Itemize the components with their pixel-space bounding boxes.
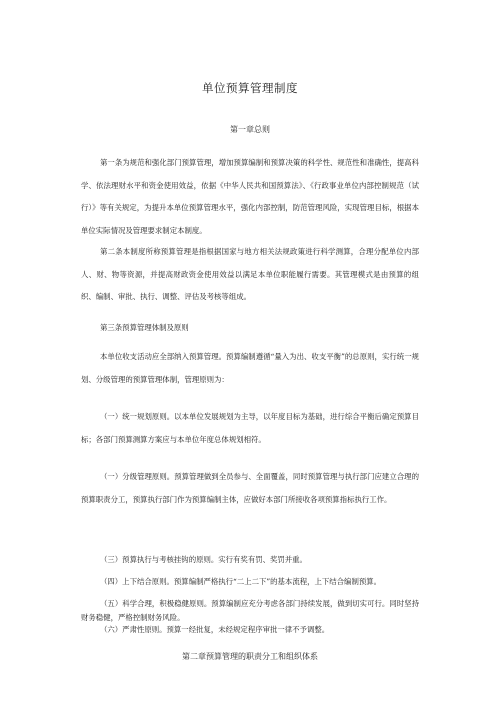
principle-1-paragraph: （一）统一规划原则。以本单位发展规划为主导，以年度目标为基础，进行综合平衡后确定预算目标；各部门预算测算方案应与本单位年度总体规划相符。 xyxy=(81,412,419,444)
document-title: 单位预算管理制度 xyxy=(202,81,298,95)
principle-6-paragraph: （六）严肃性原则。预算一经批复，未经规定程序审批一律不予调整。 xyxy=(100,625,330,634)
chapter-2-heading: 第二章预算管理的职责分工和组织体系 xyxy=(182,652,318,661)
article-2-paragraph: 第二条本制度所称预算管理是指根据国家与地方相关法规政策进行科学测算，合理分配单位内部人、财、物等资源，并提高财政资金使用效益以满足本单位职能履行需要。其管理模式是由预算的组织、编制、审批、执行、调整、评估及考核等组成。 xyxy=(81,247,419,302)
article-1-paragraph: 第一条为规范和强化部门预算管理，增加预算编制和预算决策的科学性、规范性和准确性，提高科学、依法理财水平和资金使用效益，依据《中华人民共和国预算法》、《行政事业单位内部控制规范（试行）》等有关规定，为提升本单位预算管理水平，强化内部控制，防范管理风险，实现管理目标，根据本单位实际情况及管理要求制定本制度。 xyxy=(81,158,419,235)
article-3-heading: 第三条预算管理体制及原则 xyxy=(100,323,189,332)
principle-2-paragraph: （一）分级管理原则。预算管理做到全员参与、全面覆盖，同时预算管理与执行部门应建立合理的预算职责分工，预算执行部门作为预算编制主体，应做好本部门所接收各项预算指标执行工作。 xyxy=(81,472,419,504)
chapter-1-heading: 第一章总则 xyxy=(230,125,270,134)
principle-5-paragraph: （五）科学合理，积极稳健原则。预算编制应充分考虑各部门持续发展，做到切实可行。同时坚持财务稳健，严格控制财务风险。 xyxy=(81,599,419,622)
principle-3-paragraph: （三）预算执行与考核挂钩的原则。实行有奖有罚、奖罚并重。 xyxy=(100,555,307,564)
principle-4-paragraph: （四）上下结合原则。预算编制严格执行“二上二下”的基本流程，上下结合编制预算。 xyxy=(100,577,382,586)
article-3-paragraph: 本单位收支活动应全部纳入预算管理。预算编制遵循“量入为出、收支平衡”的总原则，实行统一规划、分级管理的预算管理体制，管理原则为： xyxy=(81,352,419,384)
